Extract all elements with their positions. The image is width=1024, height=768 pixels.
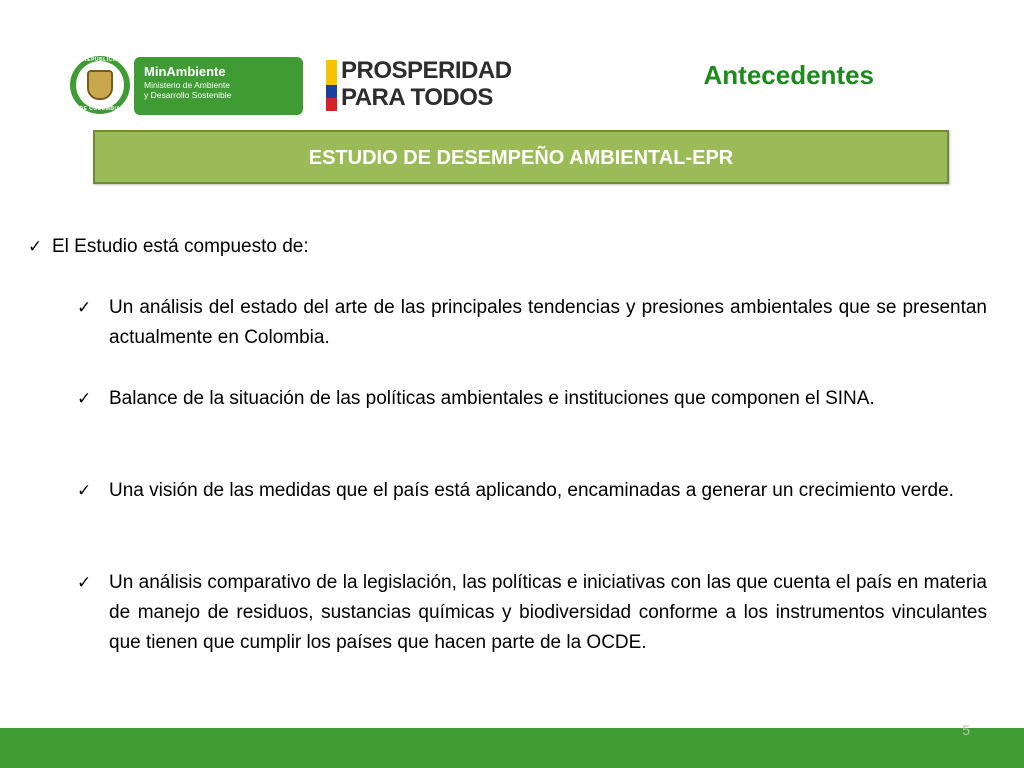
list-item-text: Un análisis del estado del arte de las principales tendencias y presiones ambientales que se presentan actualmente en Colombia. <box>109 297 987 348</box>
crest-top-text: REPÚBLICA <box>83 57 117 63</box>
list-item-text: Una visión de las medidas que el país está aplicando, encaminadas a generar un crecimiento verde. <box>109 480 954 501</box>
crest-bottom-text: DE COLOMBIA <box>79 106 121 112</box>
minambiente-logo <box>134 57 303 115</box>
ministry-line-2: y Desarrollo Sostenible <box>144 90 232 100</box>
colombia-crest-logo <box>70 56 130 114</box>
checkmark-icon: ✓ <box>77 573 92 593</box>
prosperidad-logo <box>326 58 536 114</box>
list-item <box>77 293 987 353</box>
list-item-text: Un análisis comparativo de la legislación, las políticas e iniciativas con las que cuenta el país en materia de manejo de residuos, sustancias químicas y biodiversidad conforme a los instrumentos vinculantes que tienen que cumplir los países que hacen parte de la OCDE. <box>109 572 987 653</box>
section-banner: ESTUDIO DE DESEMPEÑO AMBIENTAL-EPR <box>93 130 949 184</box>
slogan-line-1: PROSPERIDAD <box>341 57 512 84</box>
list-item-text: Balance de la situación de las políticas ambientales e instituciones que componen el SINA. <box>109 388 875 409</box>
slide-title: Antecedentes <box>703 60 874 90</box>
colombia-flag-icon <box>326 60 337 111</box>
slogan-line-2: PARA TODOS <box>341 84 493 111</box>
shield-icon <box>87 70 113 100</box>
intro-text <box>28 233 309 261</box>
intro-label: El Estudio está compuesto de: <box>52 236 309 257</box>
checkmark-icon: ✓ <box>77 481 92 501</box>
footer-bar <box>0 728 1024 768</box>
checkmark-icon: ✓ <box>28 237 43 257</box>
checkmark-icon: ✓ <box>77 389 92 409</box>
list-item <box>77 476 987 506</box>
page-number: 5 <box>962 722 970 738</box>
ministry-name: MinAmbiente <box>144 64 226 79</box>
ministry-line-1: Ministerio de Ambiente <box>144 80 230 90</box>
list-item <box>77 384 987 414</box>
list-item <box>77 568 987 658</box>
checkmark-icon: ✓ <box>77 298 92 318</box>
